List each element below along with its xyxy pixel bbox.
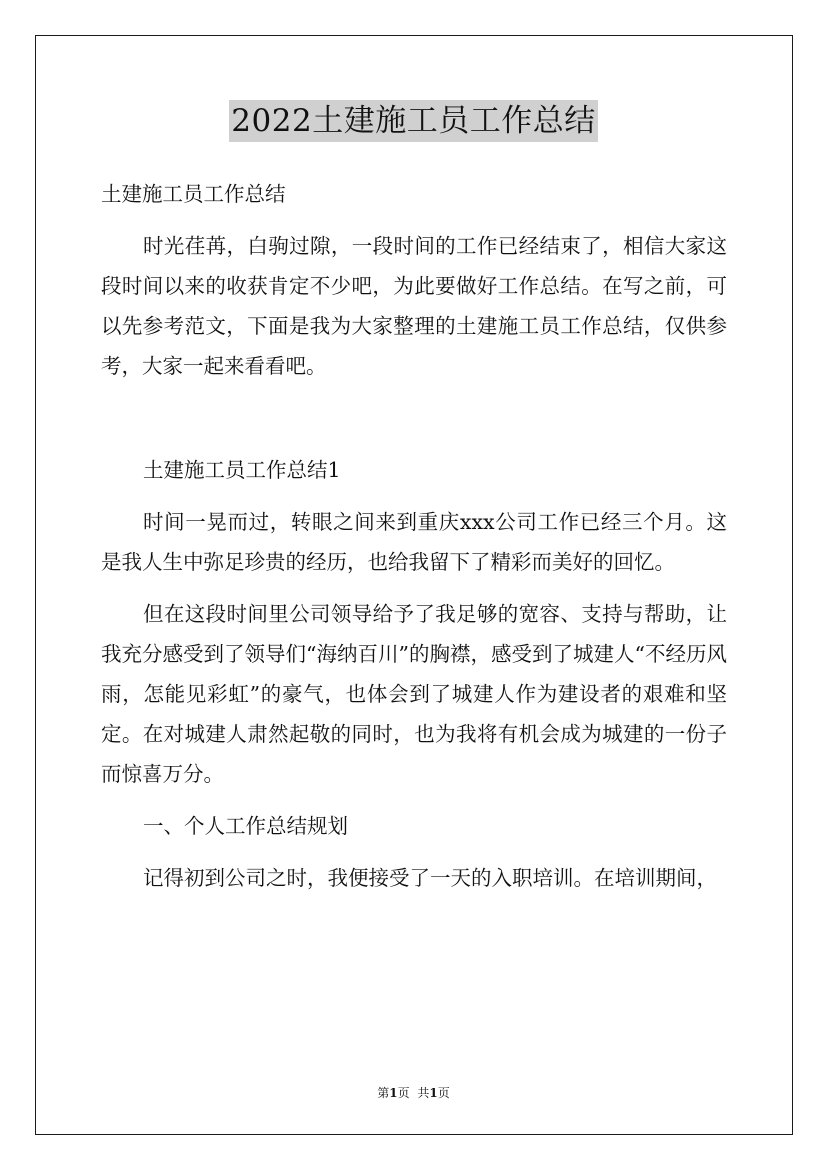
body-paragraph-3: 记得初到公司之时，我便接受了一天的入职培训。在培训期间， xyxy=(143,866,717,890)
subsection-heading: 一、个人工作总结规划 xyxy=(143,814,348,838)
document-subtitle: 土建施工员工作总结 xyxy=(101,182,286,206)
total-prefix: 共 xyxy=(417,1086,430,1100)
body-paragraph-1: 时间一晃而过，转眼之间来到重庆xxx公司工作已经三个月。这是我人生中弥足珍贵的经历，也给我留下了精彩而美好的回忆。 xyxy=(101,510,727,574)
page-footer xyxy=(0,1084,827,1101)
document-title: 2022土建施工员工作总结 xyxy=(229,100,597,142)
total-pages: 1 xyxy=(429,1086,438,1100)
body-paragraph-2: 但在这段时间里公司领导给予了我足够的宽容、支持与帮助，让我充分感受到了领导们“海纳百川”的胸襟，感受到了城建人“不经历风雨，怎能见彩虹”的豪气，也体会到了城建人作为建设者的艰难和坚定。在对城建人肃然起敬的同时，也为我将有机会成为城建的一份子而惊喜万分。 xyxy=(101,602,727,786)
page-prefix: 第 xyxy=(377,1086,390,1100)
document-body xyxy=(101,174,727,898)
total-suffix: 页 xyxy=(437,1086,450,1100)
page-suffix: 页 xyxy=(397,1086,410,1100)
intro-paragraph: 时光荏苒，白驹过隙，一段时间的工作已经结束了，相信大家这段时间以来的收获肯定不少吧，为此要做好工作总结。在写之前，可以先参考范文，下面是我为大家整理的土建施工员工作总结，仅供参考，大家一起来看看吧。 xyxy=(101,234,727,378)
section-heading: 土建施工员工作总结1 xyxy=(143,458,341,482)
page-number: 1 xyxy=(389,1086,398,1100)
title-wrap xyxy=(0,100,827,142)
